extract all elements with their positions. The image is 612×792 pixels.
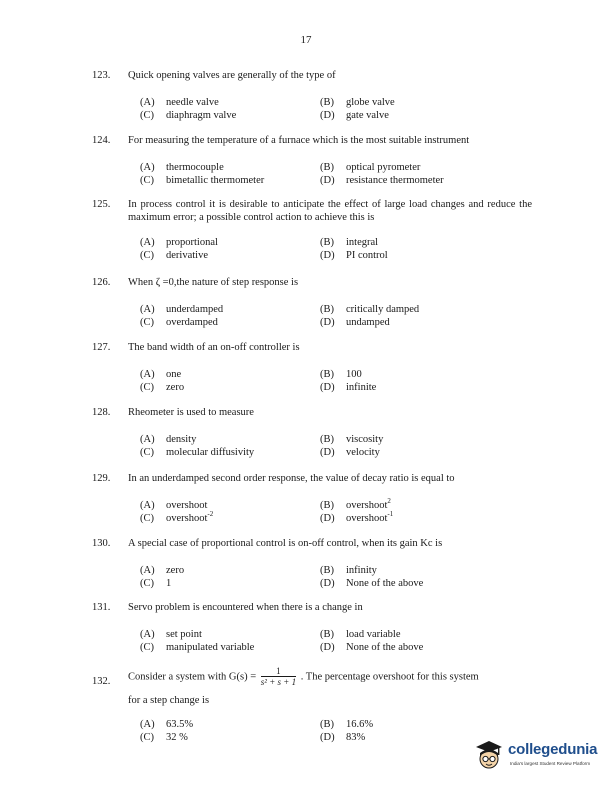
question-128 <box>92 406 532 461</box>
option-b: (B) 16.6% <box>320 719 374 730</box>
logo-wordmark: collegedunia <box>508 741 598 758</box>
option-b: (B) viscosity <box>320 434 384 445</box>
option-c: (C) overshoot$^{-2}$ <box>140 510 214 524</box>
option-c: (C) bimetallic thermometer <box>140 175 265 186</box>
option-d: (D) overshoot$^{-1}$ <box>320 510 394 524</box>
option-a: (A) thermocouple <box>140 162 224 173</box>
exponent: -2 <box>207 510 214 518</box>
option-b: (B) globe valve <box>320 97 395 108</box>
option-a: (A) zero <box>140 565 185 576</box>
question-number: 132. <box>92 676 111 687</box>
option-a: (A) overshoot <box>140 500 208 511</box>
graduate-mascot-icon <box>472 738 506 772</box>
option-a: (A) underdamped <box>140 304 224 315</box>
question-131 <box>92 601 532 656</box>
options <box>140 161 532 189</box>
question-124 <box>92 134 532 189</box>
question-stem: When ζ =0,the nature of step response is <box>128 277 299 288</box>
options <box>140 433 532 461</box>
question-stem: Rheometer is used to measure <box>128 407 254 418</box>
question-number: 126. <box>92 277 111 288</box>
question-132 <box>92 666 532 746</box>
question-stem: Consider a system with G(s) = $\frac{1}{\text{s² + s + 1}}$ . The percentage overshoot for this system for a step change is <box>128 666 532 707</box>
question-stem: A special case of proportional control is on-off control, when its gain Kc is <box>128 538 443 549</box>
option-a: (A) proportional <box>140 237 218 248</box>
option-b: (B) overshoot$^2$ <box>320 497 391 511</box>
options <box>140 368 532 396</box>
question-123 <box>92 69 532 124</box>
option-a: (A) 63.5% <box>140 719 194 730</box>
option-b: (B) optical pyrometer <box>320 162 421 173</box>
question-125 <box>92 198 532 264</box>
question-stem: In an underdamped second order response, the value of decay ratio is equal to <box>128 473 455 484</box>
options <box>140 628 532 656</box>
question-stem: Quick opening valves are generally of the type of <box>128 70 336 81</box>
question-number: 130. <box>92 538 111 549</box>
question-stem: The band width of an on-off controller is <box>128 342 300 353</box>
option-c: (C) molecular diffusivity <box>140 447 255 458</box>
option-b: (B) infinity <box>320 565 377 576</box>
options <box>140 303 532 331</box>
option-d: (D) velocity <box>320 447 380 458</box>
option-c: (C) derivative <box>140 250 208 261</box>
option-c: (C) overdamped <box>140 317 218 328</box>
collegedunia-logo <box>472 738 612 778</box>
option-c: (C) 1 <box>140 578 172 589</box>
option-b: (B) integral <box>320 237 379 248</box>
question-stem-line2: for a step change is <box>128 695 210 706</box>
options <box>140 564 532 592</box>
question-129 <box>92 472 532 527</box>
option-d: (D) resistance thermometer <box>320 175 444 186</box>
logo-tagline: India's largest Student Review Platform <box>510 761 591 766</box>
option-d: (D) PI control <box>320 250 388 261</box>
question-number: 127. <box>92 342 111 353</box>
option-c: (C) manipulated variable <box>140 642 255 653</box>
options <box>140 236 532 264</box>
question-stem: For measuring the temperature of a furnace which is the most suitable instrument <box>128 135 470 146</box>
question-130 <box>92 537 532 592</box>
page-number: 17 <box>300 34 312 46</box>
question-number: 129. <box>92 473 111 484</box>
question-number: 128. <box>92 407 111 418</box>
option-a: (A) needle valve <box>140 97 219 108</box>
exponent: -1 <box>387 510 394 518</box>
option-a: (A) set point <box>140 629 202 640</box>
question-number: 123. <box>92 70 111 81</box>
question-number: 131. <box>92 602 111 613</box>
question-126 <box>92 276 532 331</box>
option-c: (C) diaphragm valve <box>140 110 237 121</box>
option-b: (B) 100 <box>320 369 362 380</box>
transfer-function-fraction: $\frac{1}{\text{s² + s + 1}}$ <box>260 666 297 687</box>
question-stem: In process control it is desirable to anticipate the effect of large load changes and reduce the maximum error; a possible control action to achieve this is <box>128 199 532 223</box>
option-d: (D) infinite <box>320 382 377 393</box>
option-b: (B) critically damped <box>320 304 420 315</box>
question-number: 124. <box>92 135 111 146</box>
option-d: (D) None of the above <box>320 578 424 589</box>
option-d: (D) 83% <box>320 732 366 743</box>
option-d: (D) gate valve <box>320 110 389 121</box>
option-c: (C) zero <box>140 382 185 393</box>
exponent: 2 <box>387 497 391 505</box>
option-b: (B) load variable <box>320 629 401 640</box>
option-d: (D) None of the above <box>320 642 424 653</box>
question-stem: Servo problem is encountered when there is a change in <box>128 602 363 613</box>
question-number: 125. <box>92 199 111 210</box>
options <box>140 499 532 527</box>
option-c: (C) 32 % <box>140 732 188 743</box>
option-d: (D) undamped <box>320 317 390 328</box>
options <box>140 96 532 124</box>
option-a: (A) one <box>140 369 182 380</box>
question-127 <box>92 341 532 396</box>
option-a: (A) density <box>140 434 197 445</box>
